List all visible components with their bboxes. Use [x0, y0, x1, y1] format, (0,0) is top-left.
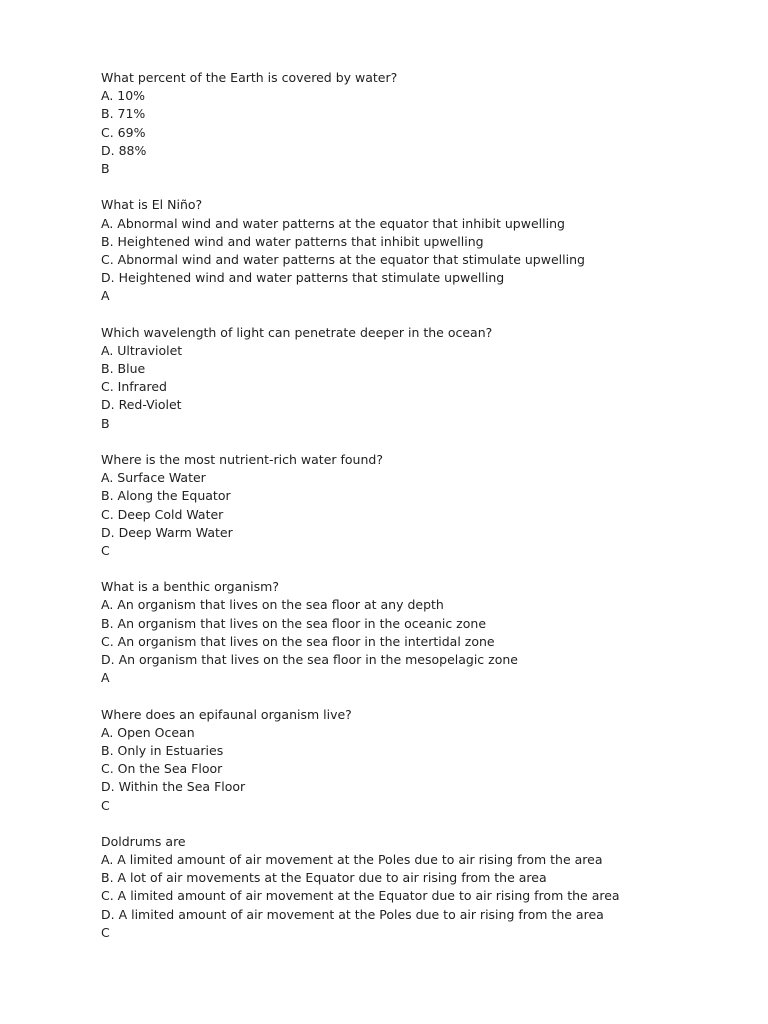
answer-option: B. Along the Equator [101, 488, 231, 504]
answer-option: B. An organism that lives on the sea floor in the oceanic zone [101, 615, 487, 631]
answer-option: C. On the Sea Floor [101, 761, 223, 777]
question-block [101, 324, 741, 433]
correct-answer: C [101, 797, 110, 813]
question-text: Which wavelength of light can penetrate deeper in the ocean? [101, 324, 493, 340]
answer-option: A. An organism that lives on the sea floor at any depth [101, 597, 444, 613]
correct-answer: B [101, 160, 110, 176]
answer-option: B. A lot of air movements at the Equator due to air rising from the area [101, 870, 547, 886]
answer-option: C. 69% [101, 124, 146, 140]
answer-option: C. Deep Cold Water [101, 506, 224, 522]
question-text: What is El Niño? [101, 197, 203, 213]
answer-option: B. Blue [101, 361, 146, 376]
question-text: What percent of the Earth is covered by water? [101, 70, 398, 85]
question-block [101, 833, 741, 942]
question-block [101, 578, 741, 687]
answer-option: A. Abnormal wind and water patterns at the equator that inhibit upwelling [101, 215, 565, 231]
quiz-question-list [101, 69, 741, 960]
correct-answer: C [101, 542, 110, 558]
answer-option: B. 71% [101, 106, 146, 122]
answer-option: D. Heightened wind and water patterns that stimulate upwelling [101, 270, 505, 286]
answer-option: D. 88% [101, 142, 147, 158]
answer-option: A. A limited amount of air movement at the Poles due to air rising from the area [101, 852, 603, 868]
question-text: What is a benthic organism? [101, 579, 279, 595]
question-text: Doldrums are [101, 833, 186, 849]
answer-option: A. Open Ocean [101, 724, 195, 740]
answer-option: D. Red-Violet [101, 397, 182, 413]
correct-answer: B [101, 415, 110, 431]
answer-option: C. An organism that lives on the sea floor in the intertidal zone [101, 633, 495, 649]
question-block [101, 706, 741, 815]
answer-option: A. 10% [101, 88, 146, 104]
answer-option: D. An organism that lives on the sea floor in the mesopelagic zone [101, 652, 518, 667]
answer-option: C. Abnormal wind and water patterns at the equator that stimulate upwelling [101, 251, 585, 267]
answer-option: A. Ultraviolet [101, 342, 183, 358]
answer-option: C. A limited amount of air movement at the Equator due to air rising from the area [101, 888, 620, 904]
answer-option: D. Deep Warm Water [101, 524, 233, 540]
correct-answer: A [101, 288, 110, 304]
question-text: Where is the most nutrient-rich water found? [101, 451, 383, 467]
answer-option: C. Infrared [101, 379, 167, 395]
answer-option: A. Surface Water [101, 470, 206, 486]
answer-option: D. Within the Sea Floor [101, 779, 246, 795]
question-block [101, 196, 741, 305]
question-block [101, 451, 741, 560]
correct-answer: C [101, 924, 110, 940]
answer-option: B. Only in Estuaries [101, 742, 224, 758]
question-text: Where does an epifaunal organism live? [101, 706, 352, 722]
answer-option: D. A limited amount of air movement at the Poles due to air rising from the area [101, 906, 604, 922]
question-block [101, 69, 741, 178]
correct-answer: A [101, 670, 110, 686]
answer-option: B. Heightened wind and water patterns that inhibit upwelling [101, 233, 484, 249]
